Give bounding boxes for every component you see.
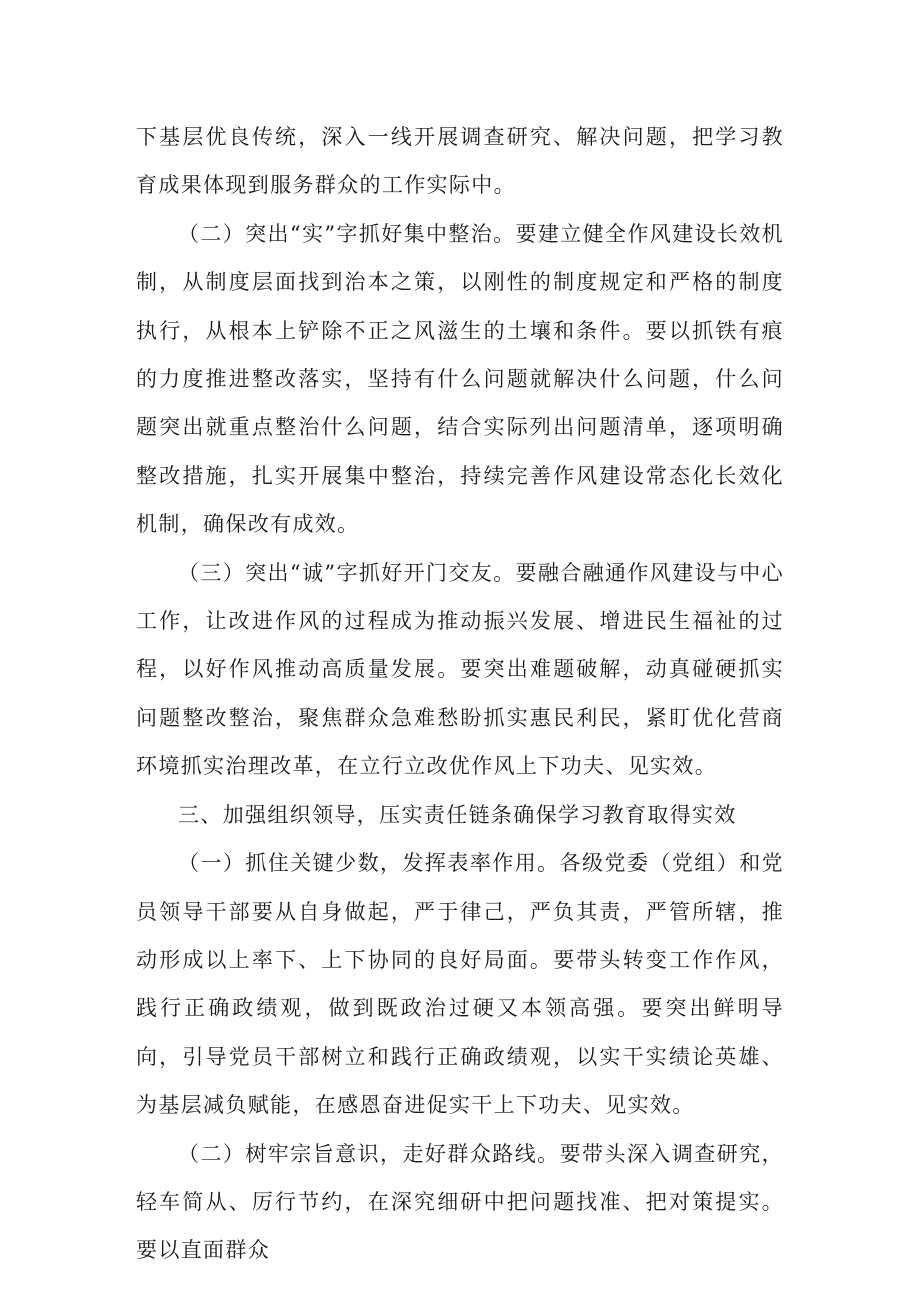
paragraph-item-3: （三）突出“诚”字抓好开门交友。要融合融通作风建设与中心工作，让改进作风的过程成为推动振兴发展、增进民生福祉的过程，以好作风推动高质量发展。要突出难题破解，动真碰硬抓实问题整改整治，聚焦群众急难愁盼抓实惠民利民，紧盯优化营商环境抓实治理改革，在立行立改优作风上下功夫、见实效。 — [136, 560, 784, 779]
paragraph-item-1: （一）抓住关键少数，发挥表率作用。各级党委（党组）和党员领导干部要从自身做起，严于律己，严负其责，严管所辖，推动形成以上率下、上下协同的良好局面。要带头转变工作作风，践行正确政绩观，做到既政治过硬又本领高强。要突出鲜明导向，引导党员干部树立和践行正确政绩观，以实干实绩论英雄、为基层减负赋能，在感恩奋进促实干上下功夫、见实效。 — [136, 851, 784, 1118]
section-heading: 三、加强组织领导，压实责任链条确保学习教育取得实效 — [178, 802, 737, 827]
paragraph-continuation: 下基层优良传统，深入一线开展调查研究、解决问题，把学习教育成果体现到服务群众的工作实际中。 — [136, 125, 784, 198]
document-body — [136, 113, 784, 1275]
paragraph-item-2: （二）突出“实”字抓好集中整治。要建立健全作风建设长效机制，从制度层面找到治本之策，以刚性的制度规定和严格的制度执行，从根本上铲除不正之风滋生的土壤和条件。要以抓铁有痕的力度推进整改落实，坚持有什么问题就解决什么问题，什么问题突出就重点整治什么问题，结合实际列出问题清单，逐项明确整改措施，扎实开展集中整治，持续完善作风建设常态化长效化机制，确保改有成效。 — [136, 221, 784, 537]
paragraph-item-2b: （二）树牢宗旨意识，走好群众路线。要带头深入调查研究，轻车简从、厉行节约，在深究细研中把问题找准、把对策提实。要以直面群众 — [136, 1141, 784, 1263]
